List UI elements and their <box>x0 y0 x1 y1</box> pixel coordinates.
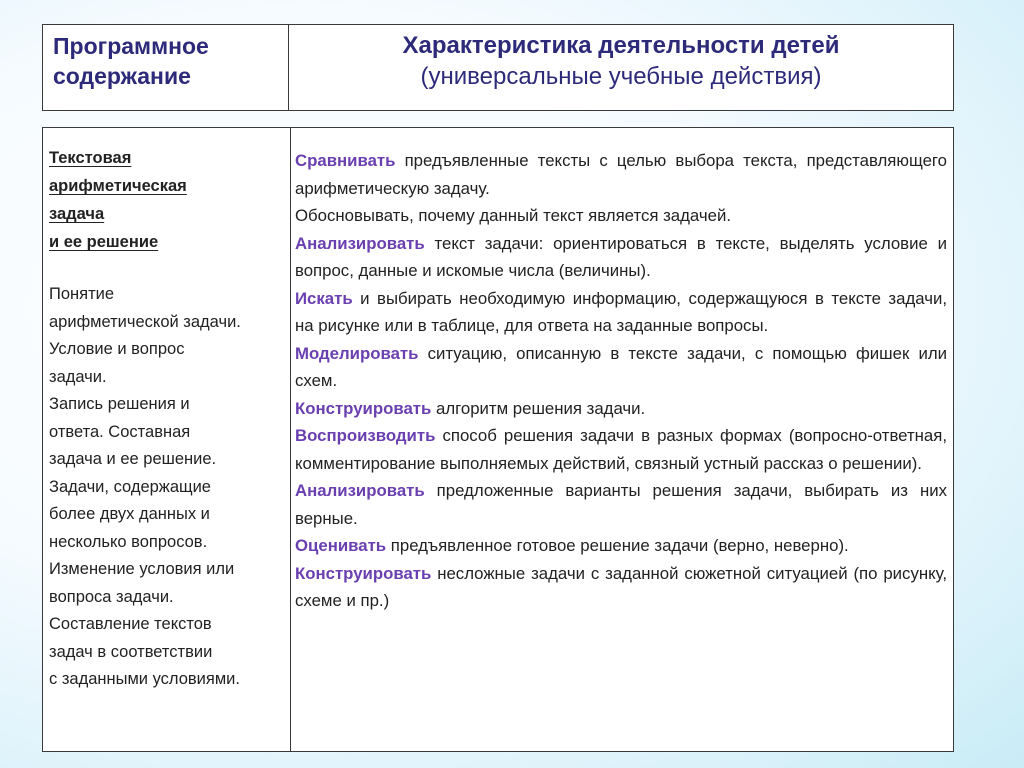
activity-verb: Анализировать <box>295 233 425 253</box>
activity-paragraph <box>295 230 947 285</box>
content-line: Понятие <box>49 285 115 303</box>
content-line: Составление текстов <box>49 615 212 633</box>
content-line: арифметической задачи. <box>49 312 241 331</box>
activity-verb: Воспроизводить <box>295 426 436 445</box>
activity-paragraph <box>295 202 947 230</box>
content-line: с заданными условиями. <box>49 670 240 688</box>
header-activity-characteristics <box>289 25 953 110</box>
content-line: ответа. Составная <box>49 422 191 441</box>
header-left-line1: Программное <box>53 33 209 59</box>
activity-text: предложенные варианты решения задачи, выбирать из них верные. <box>295 481 947 528</box>
activity-paragraph <box>295 147 947 202</box>
header-table <box>42 24 954 111</box>
activity-paragraph <box>295 340 947 395</box>
activity-text: предъявленное готовое решение задачи (верно, неверно). <box>386 536 849 555</box>
activity-text: текст задачи: ориентироваться в тексте, выделять условие и вопрос, данные и искомые числа (величины). <box>295 233 947 280</box>
activity-text: алгоритм решения задачи. <box>431 398 646 418</box>
activity-text: способ решения задачи в разных формах (вопросно-ответная, комментирование выполняемых действий, связный устный рассказ о решении). <box>295 426 947 473</box>
activity-text: несложные задачи с заданной сюжетной ситуацией (по рисунку, схеме и пр.) <box>295 563 947 610</box>
header-right-line2: (универсальные учебные действия) <box>420 63 822 90</box>
topic-line: задача <box>49 205 105 223</box>
activity-verb: Оценивать <box>295 536 387 555</box>
program-content-column <box>43 128 291 751</box>
activity-paragraph <box>295 532 947 560</box>
activity-text: и выбирать необходимую информацию, содержащуюся в тексте задачи, на рисунке или в таблице, для ответа на заданные вопросы. <box>295 288 947 335</box>
header-right-line1: Характеристика деятельности детей <box>402 32 840 59</box>
topic-line: арифметическая <box>49 177 187 195</box>
activity-text: Обосновывать, почему данный текст является задачей. <box>295 206 731 225</box>
content-line: Задачи, содержащие <box>49 477 211 496</box>
activity-verb: Искать <box>295 288 353 308</box>
content-line: вопроса задачи. <box>49 587 174 606</box>
activity-verb: Конструировать <box>295 563 432 583</box>
content-line: Запись решения и <box>49 395 190 413</box>
activity-text: предъявленные тексты с целью выбора текста, представляющего арифметическую задачу. <box>295 151 947 198</box>
activity-paragraph <box>295 395 947 423</box>
activity-column <box>291 128 953 751</box>
content-line: задач в соответствии <box>49 642 213 661</box>
activity-verb: Конструировать <box>295 398 432 418</box>
main-table <box>42 127 954 752</box>
content-line: Изменение условия или <box>49 560 235 578</box>
content-line: более двух данных и <box>49 505 210 523</box>
content-line: задача и ее решение. <box>49 450 217 468</box>
content-line: задачи. <box>49 367 107 386</box>
activity-paragraph <box>295 477 947 532</box>
content-line: Условие и вопрос <box>49 340 185 358</box>
activity-paragraph <box>295 422 947 477</box>
activity-paragraph <box>295 560 947 615</box>
header-program-content <box>43 25 289 110</box>
topic-line: Текстовая <box>49 149 132 167</box>
activity-verb: Анализировать <box>295 481 425 500</box>
header-left-line2: содержание <box>53 63 191 89</box>
activity-verb: Моделировать <box>295 343 419 363</box>
activity-paragraph <box>295 285 947 340</box>
activity-verb: Сравнивать <box>295 151 396 170</box>
content-line: несколько вопросов. <box>49 532 208 551</box>
topic-line: и ее решение <box>49 233 159 251</box>
activity-text: ситуацию, описанную в тексте задачи, с помощью фишек или схем. <box>295 343 947 390</box>
